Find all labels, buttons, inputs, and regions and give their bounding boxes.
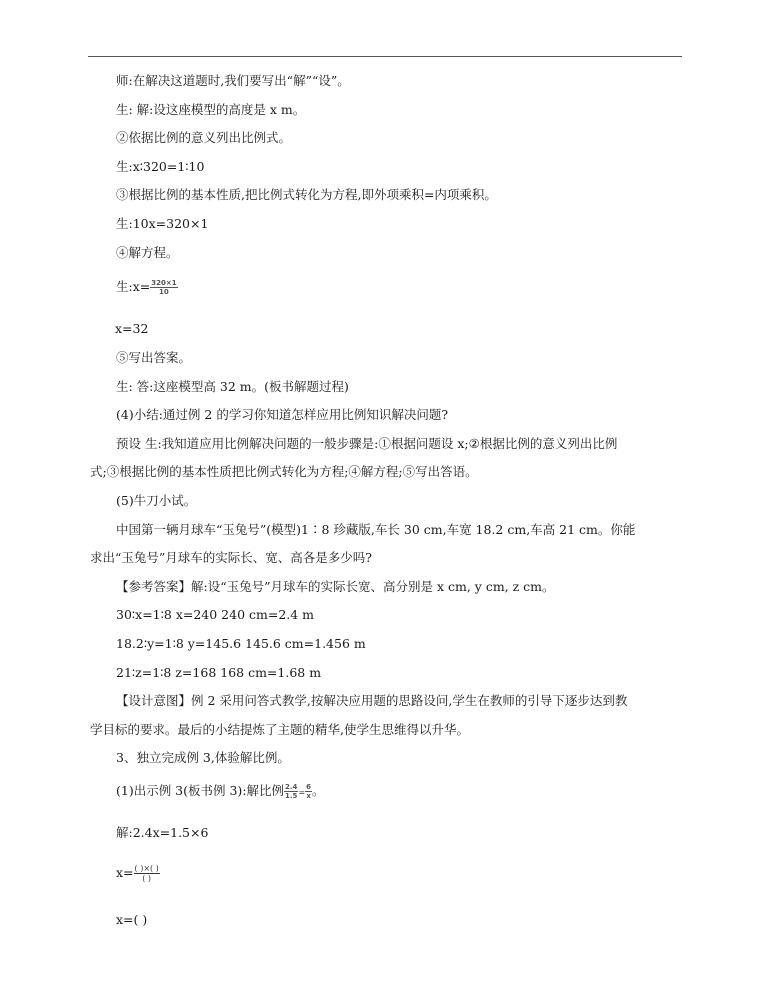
text-line: 生: 答:这座模型高 32 m。(板书解题过程) bbox=[116, 379, 349, 394]
fraction-numerator: 320×1 bbox=[151, 279, 177, 287]
text-line: 21∶z=1∶8 z=168 168 cm=1.68 m bbox=[116, 665, 322, 680]
fraction-numerator: ( )×( ) bbox=[134, 864, 159, 873]
text-line: ④解方程。 bbox=[116, 245, 179, 260]
fraction bbox=[150, 279, 177, 296]
fraction bbox=[134, 864, 160, 883]
fraction-denominator: 10 bbox=[159, 288, 169, 296]
text-line: 式;③根据比例的基本性质把比例式转化为方程;④解方程;⑤写出答语。 bbox=[90, 464, 478, 479]
text-line: 中国第一辆月球车“玉兔号”(模型)1∶8 珍藏版,车长 30 cm,车宽 18.2 cm,车高 21 cm。你能 bbox=[116, 522, 636, 537]
text-line: 18.2∶y=1∶8 y=145.6 145.6 cm=1.456 m bbox=[116, 636, 366, 651]
equals-sign: = bbox=[298, 788, 306, 797]
fraction-numerator: 6 bbox=[306, 783, 312, 791]
text-line: (4)小结:通过例 2 的学习你知道怎样应用比例知识解决问题? bbox=[116, 407, 449, 422]
text-line: ③根据比例的基本性质,把比例式转化为方程,即外项乘积=内项乘积。 bbox=[116, 187, 497, 202]
equation-line bbox=[116, 782, 325, 802]
equation-prefix: x= bbox=[116, 865, 134, 880]
equation-prefix: 生:x= bbox=[116, 279, 151, 294]
fraction-denominator: 1.5 bbox=[285, 792, 298, 800]
fraction-denominator: x bbox=[306, 792, 311, 800]
text-line: 解:2.4x=1.5×6 bbox=[116, 825, 209, 840]
header-rule bbox=[88, 56, 682, 57]
text-line: 求出“玉兔号”月球车的实际长、宽、高各是多少吗? bbox=[90, 550, 372, 565]
text-line: 【参考答案】解:设“玉兔号”月球车的实际长宽、高分别是 x cm, y cm, z cm。 bbox=[116, 579, 555, 594]
fraction bbox=[305, 783, 312, 800]
text-line: ②依据比例的意义列出比例式。 bbox=[116, 130, 292, 145]
text-line: 【设计意图】例 2 采用问答式教学,按解决应用题的思路设问,学生在教师的引导下逐步达到教 bbox=[116, 693, 628, 708]
text-line: (5)牛刀小试。 bbox=[116, 493, 197, 508]
text-line: 学目标的要求。最后的小结提炼了主题的精华,使学生思维得以升华。 bbox=[90, 722, 469, 737]
fraction bbox=[284, 783, 298, 800]
text-line: 生:x∶320=1∶10 bbox=[116, 159, 205, 174]
text-line: 生: 解:设这座模型的高度是 x m。 bbox=[116, 102, 306, 117]
equation-line bbox=[116, 864, 160, 883]
text-line: 3、独立完成例 3,体验解比例。 bbox=[116, 750, 290, 765]
fraction-numerator: 2.4 bbox=[285, 783, 298, 791]
text-line: 预设 生:我知道应用比例解决问题的一般步骤是:①根据问题设 x;②根据比例的意义列出比例 bbox=[116, 436, 618, 451]
equation-prefix: (1)出示例 3(板书例 3):解比例 bbox=[116, 783, 285, 798]
equation-suffix: 。 bbox=[312, 783, 325, 798]
equation-line bbox=[116, 278, 178, 296]
text-line: x=( ) bbox=[116, 912, 148, 927]
text-line: ⑤写出答案。 bbox=[116, 350, 192, 365]
fraction-denominator: ( ) bbox=[142, 874, 152, 883]
text-line: 师:在解决这道题时,我们要写出“解”“设”。 bbox=[116, 73, 350, 88]
text-line: 30∶x=1∶8 x=240 240 cm=2.4 m bbox=[116, 607, 315, 622]
text-line: x=32 bbox=[115, 321, 149, 336]
text-line: 生:10x=320×1 bbox=[116, 216, 209, 231]
